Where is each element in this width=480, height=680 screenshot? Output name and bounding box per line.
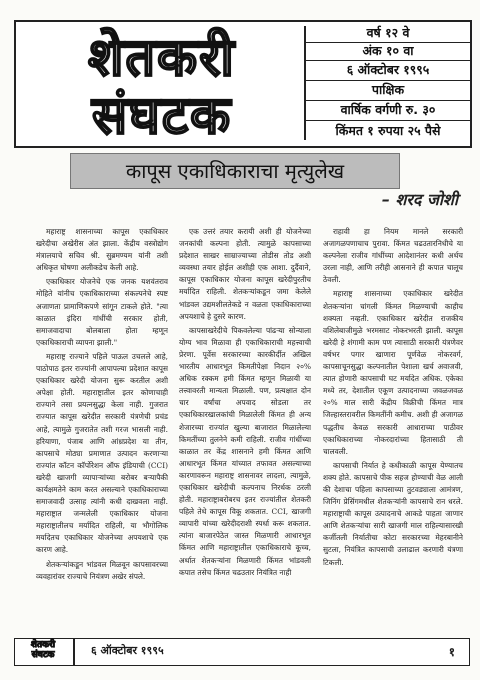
issue-year: वर्ष १२ वे: [306, 24, 470, 43]
paragraph: महाराष्ट्र शासनाच्या एकाधिकार खरेदीत शेतकऱ्यांना चांगली किंमत मिळण्याची काहीच शक्यता नव्हती. एकाधिकार खरेदीत राजकीय वशिलेबाजीमुळे भरमसाट नोकरभरती झाली. कापूस खरेदी हे शंगामी काम पण त्यासाठी सरकारी यंत्रणेवर वर्षभर पगार खाणारा पूर्णवेळ नोकरवर्ग, कापसाचूनसुद्धा कल्पनातील पेशाला खर्च अवाजवी, त्यात होणारी कापसाची घट मर्यादेत अधिक. एकेका मध्ये तर, देशातील एकूण उत्पादनाच्या जवळजवळ २०% माल सारी केंद्रीय विक्रीची किंमत मात्र जिल्हास्तरावरील किमतींनी कमीच. अशी ही अजागळ पद्धतीच केवळ सरकारी आधाराच्या पाठीवर एकाधिकाराच्या नोकरदारांच्या हितासाठी ती चालवली.: [323, 289, 463, 456]
page-number: १: [448, 645, 455, 659]
issue-number: अंक १० वा: [306, 42, 470, 61]
paragraph: शेतकऱ्यांकडून भांडवल मिळवून कापसावरच्या व्यवहारांवर राज्याचे नियंत्रण अखेर संपले.: [36, 559, 168, 581]
footer-logo-line2: संघटक: [31, 650, 55, 660]
article-column-3: [323, 226, 463, 621]
page-footer: [14, 638, 470, 666]
masthead-title-line1: शेतकरी: [88, 28, 236, 88]
issue-frequency: पाक्षिक: [306, 80, 470, 101]
footer-logo: [17, 640, 69, 662]
paragraph: महाराष्ट्र राज्याने पहिले पाऊल उचलले आहे, पाठोपाठ इतर राज्यांनी आपापल्या प्रदेशात कापूस एकाधिकार खरेदी योजना सुरू करतील अशी अपेक्षा होती. महाराष्ट्रातील इतर कोणाचाही राज्याने तसा प्रयत्नसुद्धा केला नाही. गुजरात राज्यात कापूस खरेदीत सरकारी यंत्रणेची प्रचंड आहे, त्यामुळे गुजरातेत तशी गरज भासली नाही. हरियाणा, पंजाब आणि आंध्रप्रदेश या तीन, कापसाचे मोठ्या प्रमाणात उत्पादन करणाऱ्या राज्यांत कॉटन कॉर्पोरेशन ऑफ इंडियाची (CCI) खरेदी खाजगी व्यापाऱ्यांच्या बरोबर बऱ्यापैकी कार्यक्षमतेने काम करत असल्याने एकाधिकाराच्या समाजवादी उत्साह त्यांनी कधी दाखवला नाही. महाराष्ट्रात जन्मलेली एकाधिकार योजना महाराष्ट्रातीलच मर्यादित राहिली, या भौगोलिक मर्यादेतच एकाधिकार योजनेच्या अपयशाचे एक कारण आहे.: [36, 351, 168, 555]
masthead-title-line2: संघटक: [91, 86, 233, 140]
article-byline: – शरद जोशी: [381, 190, 458, 209]
footer-divider: [73, 639, 75, 665]
masthead: [14, 20, 472, 148]
paragraph: एकाधिकार योजनेचे एक जनक यशवंतराव मोहिते यांनीच एकाधिकाराच्या संकल्पनेचे स्पष्ट अजाणता प्रामाणिकपणे सांगून टाकले होते. "त्या काळात इंदिरा गांधींची सरकार होती, समाजवादाचा बोलबाला होता म्हणून एकाधिकाराची व्यापना झाली.": [36, 277, 168, 347]
paragraph: राहावी हा नियम मानले सरकारी अजागळपणाचाच पुरावा. किंमत चढउतारनिधीचे या कल्पनेला राजीव गांधींच्या आदेशानंतर कधी अर्थच उरला नाही, आणि तरीही आसनाने ही कपात चालूच ठेवली.: [323, 227, 463, 285]
masthead-logo: [20, 26, 306, 140]
article-headline: कापूस एकाधिकाराचा मृत्युलेख: [125, 159, 345, 183]
article-column-1: [36, 226, 168, 621]
paragraph: महाराष्ट्र शासनाच्या कापूस एकाधिकार खरेदीचा अखेरीस अंत झाला. केंद्रीय वस्त्रोद्योग मंत्रालयाचे सचिव श्री. सुब्रमण्यम यांनी तशी अधिकृत घोषणा अलीकडेच केली आहे.: [36, 227, 168, 273]
footer-logo-line1: शेतकरी: [30, 640, 56, 650]
headline-banner: [70, 153, 400, 189]
footer-date: ६ ऑक्टोबर १९९५: [91, 644, 164, 657]
paragraph: कापसाची निर्यात हे कधीकाळी कापूस येण्यातच शक्य होते. कापसाचे पीक सहज होण्याची वेळ आली की देशाचा पहिला कापसाच्या तुटवड्याला आमंत्रण, जिनिंग प्रेसिंगमधील शेतकऱ्यांनी कापसाचे रान धरले. महाराष्ट्राची कापूस उत्पादनाचे आकडे पाहता जाणार आणि शेतकऱ्यांचा सारी खाजगी माल राहिल्यासारखी कर्जीतली निर्यातीचा कोटा सरकारच्या मेहरबानीने सुटला, नियंत्रित कापसाची उलाढाल करणारी यंत्रणा टिकली.: [323, 460, 463, 567]
annual-subscription: वार्षिक वर्गणी रु. ३०: [306, 100, 470, 121]
issue-info-panel: [306, 22, 470, 146]
issue-price: किंमत १ रुपया २५ पैसे: [335, 123, 441, 138]
paragraph: कापसाखरेदीचे पिकवलेल्या पांढऱ्या सोन्याला योग्य भाव मिळावा ही एकाधिकाराची महत्त्वाची प्रेरणा. पूर्वेस सरकारच्या कारकीर्दीत अखिल भारतीय आधारभूत किमतीपेक्षा निदान २०% अधिक रक्कम हमी किंमत म्हणून मिळायी या तत्त्वावरती मान्यता मिळाली. पण, प्रत्यक्षात दोन चार वर्षांचा अपवाद सोडला तर एकाधिकारखालकांची मिळालेली किंमत ही अन्य शेजारच्या राज्यांत खुल्या बाजारात मिळालेल्या किमतींच्या तुलनेने कमी राहिली. राजीव गांधींच्या काळात तर केंद्र शासनाने हमी किंमत आणि आधारभूत किंमत यांच्यात तफावत असल्याच्या कारणावरून महाराष्ट्र शासनावर लादला, त्यामुळे, एकाधिकार खरेदीची कल्पनाच निरर्थक ठरली होती. महाराष्ट्राबरोबरच इतर राज्यांतील शेतकरी पहिले तेथे कापूस विकू शकतात. CCI, खाजगी व्यापारी यांच्या खरेदीदराशी स्पर्धा करू शकतात. त्यांना बाजारपेठेत जास्त मिळणारी आधारभूत किंमत आणि महाराष्ट्रातील एकाधिकाराचे कूच्च, अर्थात शेतकऱ्यांना मिळणारी किंमत भांडवली कपात तसेच किंमत चढउतार नियंत्रित नाही: [179, 325, 311, 577]
issue-date: ६ ऑक्टोबर १९९५: [306, 60, 470, 81]
article-column-2: [179, 226, 311, 621]
paragraph: एक उत्तरं तयार करायी अशी ही योजनेच्या जनकांची कल्पना होती. त्यामुळे कापसाच्या प्रदेशात साखर साम्राज्याच्या तोडीस तोड अशी व्यवस्था तयार होईल अशीही एक आशा. दुर्दैवाने, कापूस एकाधिकार योजना कापूस खरेदीपुरतीच मर्यादित राहिली. शेतकऱ्यांकडून जमा केलेले भांडवल उद्यमशीलतेकडे न वळता एकाधिकाराच्या अपयशाचे हे दुसरे कारण.: [179, 227, 311, 321]
